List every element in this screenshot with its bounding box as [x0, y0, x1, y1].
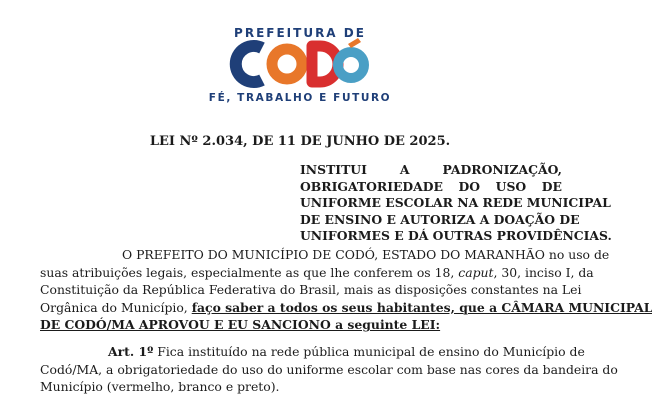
preamble-text: Orgânica do Município,: [40, 299, 192, 315]
preamble-text: suas atribuições legais, especialmente as que lhe conferem os 18,: [40, 264, 459, 280]
ementa-line: DE ENSINO E AUTORIZA A DOAÇÃO DE: [300, 211, 580, 227]
preamble-authority: O PREFEITO DO MUNICÍPIO DE CODÓ, ESTADO DO MARANHÃO: [122, 247, 545, 262]
logo-accent: [348, 38, 361, 48]
article-1-line-3: Município (vermelho, branco e preto).: [40, 379, 280, 395]
logo-letter-o1: [272, 49, 302, 79]
preamble-line-3: Constituição da República Federativa do Brasil, mais as disposições constantes na Lei: [40, 282, 582, 298]
ementa-line: OBRIGATORIEDADE DO USO DE: [300, 178, 562, 194]
article-1-label: Art. 1º: [108, 344, 154, 359]
ementa-line: UNIFORME ESCOLAR NA REDE MUNICIPAL: [300, 195, 611, 211]
preamble-line-1: [40, 246, 610, 264]
ementa-line: INSTITUI A PADRONIZAÇÃO,: [300, 162, 562, 177]
codo-wordmark: [232, 38, 368, 90]
preamble-line-2: [40, 264, 594, 282]
article-1: [40, 343, 618, 396]
law-ementa: [300, 162, 612, 245]
preamble-text: , 30, inciso I, da: [493, 264, 594, 280]
preamble-caput: caput: [458, 264, 494, 280]
preamble-text: no uso de: [544, 247, 610, 262]
law-title: LEI Nº 2.034, DE 11 DE JUNHO DE 2025.: [149, 134, 451, 149]
preamble-line-4: [40, 299, 652, 317]
logo-top-text: PREFEITURA DE: [234, 26, 366, 40]
preamble-enactment: faço saber a todos os seus habitantes, que a CÂMARA MUNICIPAL: [191, 299, 652, 315]
logo-letter-c: [236, 46, 262, 82]
ementa-line: UNIFORMES E DÁ OUTRAS PROVIDÊNCIAS.: [300, 228, 612, 244]
logo-letter-o2: [338, 52, 364, 78]
article-1-line-1: [40, 343, 585, 361]
municipal-logo: [0, 0, 600, 112]
preamble-line-5: DE CODÓ/MA APROVOU E EU SANCIONO a seguinte LEI:: [40, 317, 441, 333]
preamble-paragraph: [40, 246, 652, 334]
article-1-text: Fica instituído na rede pública municipal de ensino do Município de: [153, 344, 585, 359]
logo-slogan: FÉ, TRABALHO E FUTURO: [208, 92, 392, 104]
article-1-line-2: Codó/MA, a obrigatoriedade do uso do uniforme escolar com base nas cores da bandeira do: [40, 361, 618, 377]
